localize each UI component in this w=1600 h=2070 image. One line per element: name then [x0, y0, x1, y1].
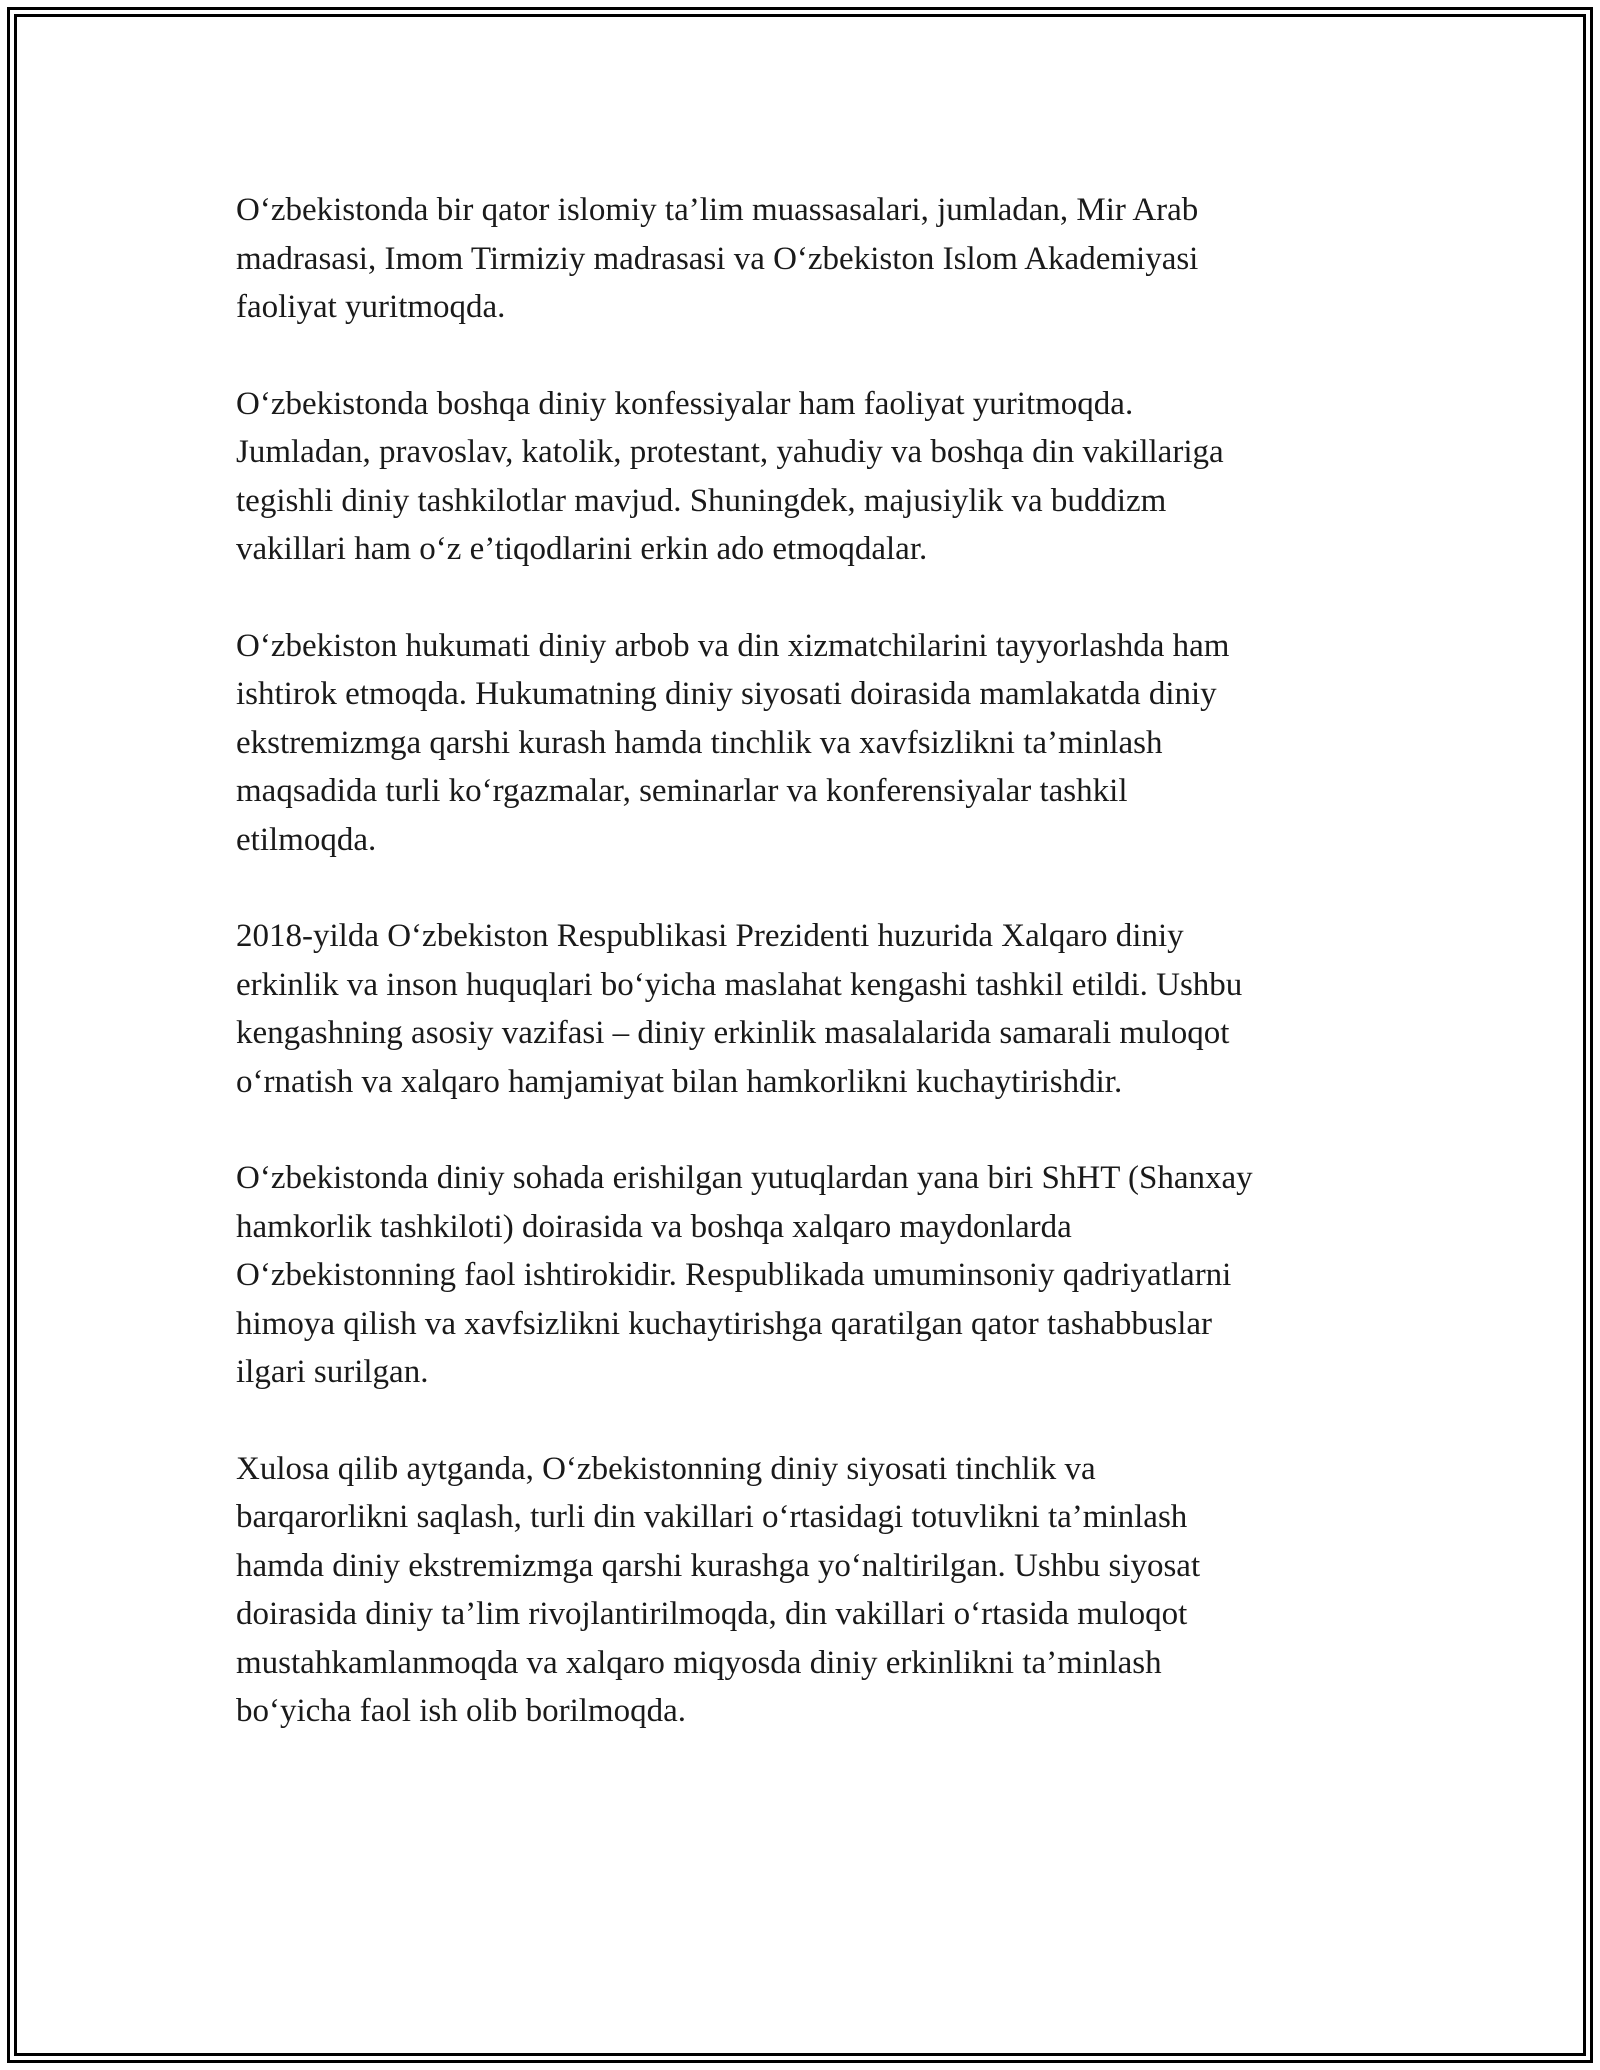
paragraph-confessions: O‘zbekistonda boshqa diniy konfessiyalar ham faoliyat yuritmoqda. Jumladan, pravoslav, katolik, protestant, yahudiy va boshqa din vakillariga tegishli diniy tashkilotlar mavjud. Shuningdek, majusiylik va buddizm vakillari ham o‘z e’tiqodlarini erkin ado etmoqdalar.: [236, 385, 1224, 567]
paragraph-sco-participation: O‘zbekistonda diniy sohada erishilgan yutuqlardan yana biri ShHT (Shanxay hamkorlik tashkiloti) doirasida va boshqa xalqaro maydonlarda O‘zbekistonning faol ishtirokidir. Respublikada umuminsoniy qadriyatlarni himoya qilish va xavfsizlikni kuchaytirishga qaratilgan qator tashabbuslar ilgari surilgan.: [236, 1160, 1253, 1390]
paragraph-conclusion: Xulosa qilib aytganda, O‘zbekistonning diniy siyosati tinchlik va barqarorlikni saqlash, turli din vakillari o‘rtasidagi totuvlikni ta’minlash hamda diniy ekstremizmga qarshi kurashga yo‘naltirilgan. Ushbu siyosat doirasida diniy ta’lim rivojlantirilmoqda, din vakillari o‘rtasida muloqot mustahkamlanmoqda va xalqaro miqyosda diniy erkinlikni ta’minlash bo‘yicha faol ish olib borilmoqda.: [236, 1450, 1201, 1729]
document-body: [236, 186, 1386, 1784]
paragraph-government-training: O‘zbekiston hukumati diniy arbob va din xizmatchilarini tayyorlashda ham ishtirok etmoqda. Hukumatning diniy siyosati doirasida mamlakatda diniy ekstremizmga qarshi kurash hamda tinchlik va xavfsizlikni ta’minlash maqsadida turli ko‘rgazmalar, seminarlar va konferensiyalar tashkil etilmoqda.: [236, 627, 1230, 858]
paragraph-islamic-education: O‘zbekistonda bir qator islomiy ta’lim muassasalari, jumladan, Mir Arab madrasasi, Imom Tirmiziy madrasasi va O‘zbekiston Islom Akademiyasi faoliyat yuritmoqda.: [236, 192, 1199, 325]
paragraph-advisory-council: 2018-yilda O‘zbekiston Respublikasi Prezidenti huzurida Xalqaro diniy erkinlik va inson huquqlari bo‘yicha maslahat kengashi tashkil etildi. Ushbu kengashning asosiy vazifasi – diniy erkinlik masalalarida samarali muloqot o‘rnatish va xalqaro hamjamiyat bilan hamkorlikni kuchaytirishdir.: [236, 918, 1243, 1100]
